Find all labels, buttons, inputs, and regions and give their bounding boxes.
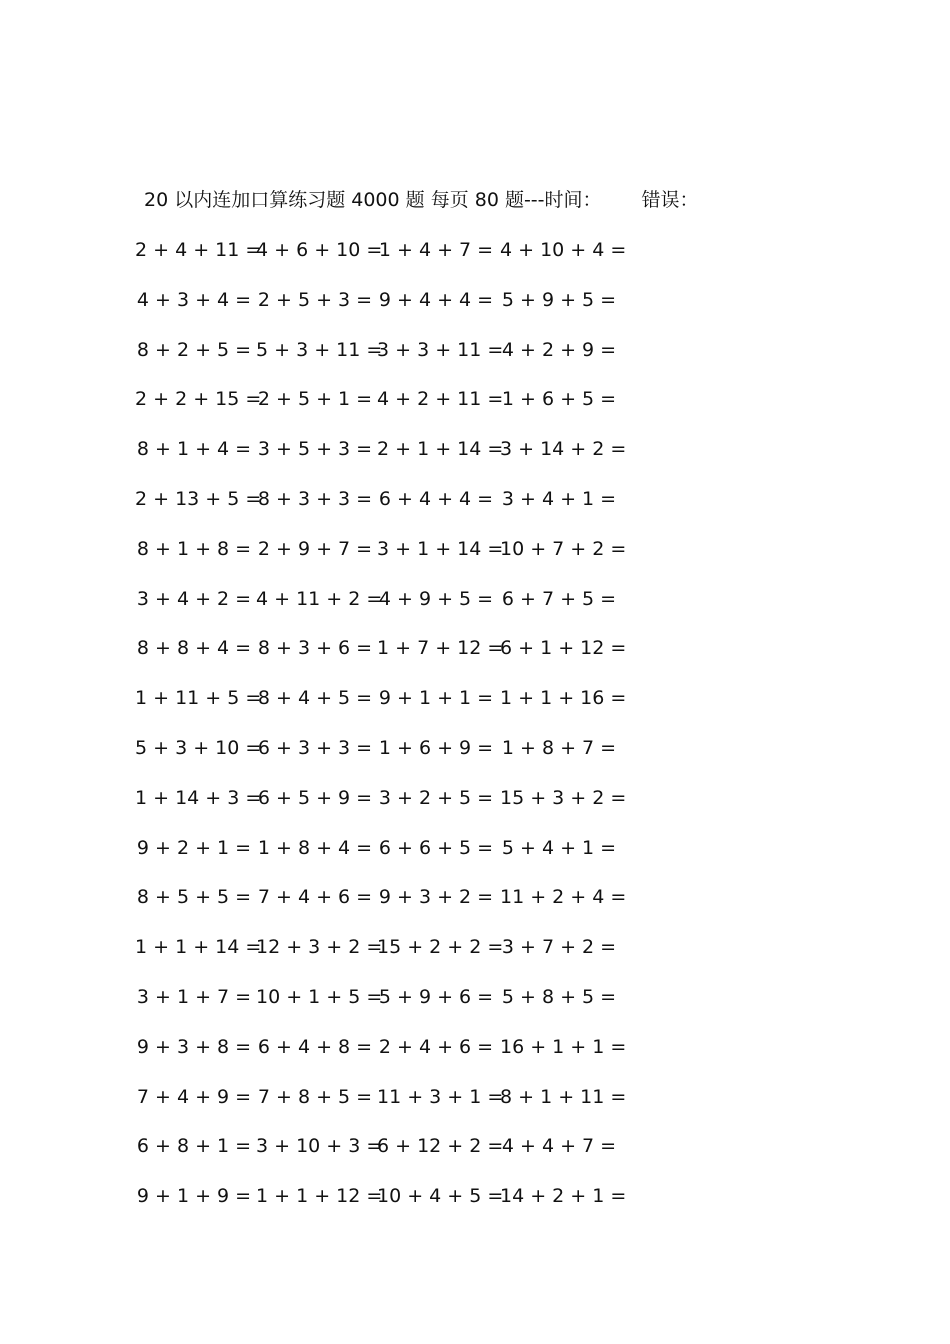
addition-problem: 3 + 1 + 14 = [377,537,504,560]
addition-problem: 1 + 1 + 14 = [135,936,262,959]
addition-problem: 4 + 6 + 10 = [256,239,383,261]
addition-problem: 8 + 1 + 4 = [136,438,252,461]
problem-row [0,435,950,485]
worksheet-title: 20 以内连加口算练习题 4000 题 每页 80 题---时间： [144,189,602,211]
addition-problem: 4 + 11 + 2 = [256,587,383,610]
addition-problem: 1 + 7 + 12 = [377,637,504,660]
addition-problem: 2 + 5 + 1 = [257,388,373,411]
problem-row [0,385,950,435]
errors-label: 错误： [641,189,699,211]
addition-problem: 1 + 11 + 5 = [135,687,262,710]
addition-problem: 10 + 7 + 2 = [500,537,627,560]
addition-problem: 14 + 2 + 1 = [500,1185,627,1208]
addition-problem: 9 + 1 + 9 = [136,1185,252,1208]
addition-problem: 1 + 6 + 9 = [378,736,494,759]
addition-problem: 8 + 1 + 11 = [500,1085,627,1108]
addition-problem: 1 + 1 + 12 = [256,1185,383,1208]
problem-row [0,535,950,585]
addition-problem: 1 + 8 + 7 = [501,736,617,759]
addition-problem: 3 + 1 + 7 = [136,985,252,1008]
problem-row [0,634,950,684]
addition-problem: 7 + 8 + 5 = [257,1085,373,1108]
addition-problem: 5 + 8 + 5 = [501,985,617,1008]
problem-row [0,933,950,983]
addition-problem: 1 + 1 + 16 = [500,687,627,710]
problem-row [0,883,950,933]
addition-problem: 6 + 1 + 12 = [500,637,627,660]
addition-problem: 6 + 4 + 8 = [257,1035,373,1058]
addition-problem: 3 + 5 + 3 = [257,438,373,461]
addition-problem: 3 + 4 + 1 = [501,487,617,510]
addition-problem: 10 + 4 + 5 = [377,1185,504,1208]
addition-problem: 10 + 1 + 5 = [256,985,383,1008]
addition-problem: 3 + 14 + 2 = [500,438,627,461]
addition-problem: 4 + 2 + 9 = [501,338,617,361]
worksheet-header [144,186,699,214]
addition-problem: 2 + 1 + 14 = [377,438,504,461]
problem-row [0,684,950,734]
addition-problem: 2 + 4 + 6 = [378,1035,494,1058]
addition-problem: 6 + 4 + 4 = [378,487,494,510]
addition-problem: 4 + 2 + 11 = [377,388,504,411]
addition-problem: 9 + 3 + 8 = [136,1035,252,1058]
problem-row [0,983,950,1033]
addition-problem: 5 + 9 + 5 = [501,288,617,311]
problem-row [0,236,950,286]
addition-problem: 2 + 9 + 7 = [257,537,373,560]
addition-problem: 3 + 10 + 3 = [256,1135,383,1158]
addition-problem: 9 + 4 + 4 = [378,288,494,311]
addition-problem: 6 + 5 + 9 = [257,786,373,809]
problem-row [0,485,950,535]
addition-problem: 8 + 3 + 6 = [257,637,373,660]
addition-problem: 6 + 12 + 2 = [377,1135,504,1158]
addition-problem: 6 + 7 + 5 = [501,587,617,610]
problem-row [0,585,950,635]
addition-problem: 7 + 4 + 9 = [136,1085,252,1108]
problem-row [0,1033,950,1083]
problem-row [0,336,950,386]
addition-problem: 1 + 8 + 4 = [257,836,373,859]
addition-problem: 5 + 4 + 1 = [501,836,617,859]
addition-problem: 5 + 3 + 11 = [256,338,383,361]
addition-problem: 4 + 10 + 4 = [500,239,627,261]
addition-problem: 11 + 3 + 1 = [377,1085,504,1108]
problem-row [0,834,950,884]
addition-problem: 2 + 2 + 15 = [135,388,262,411]
addition-problem: 5 + 3 + 10 = [135,736,262,759]
addition-problem: 16 + 1 + 1 = [500,1035,627,1058]
addition-problem: 8 + 2 + 5 = [136,338,252,361]
problem-row [0,1182,950,1232]
addition-problem: 8 + 1 + 8 = [136,537,252,560]
problem-row [0,734,950,784]
addition-problem: 8 + 4 + 5 = [257,687,373,710]
addition-problem: 9 + 3 + 2 = [378,886,494,909]
addition-problem: 6 + 3 + 3 = [257,736,373,759]
addition-problem: 1 + 14 + 3 = [135,786,262,809]
addition-problem: 3 + 4 + 2 = [136,587,252,610]
addition-problem: 8 + 8 + 4 = [136,637,252,660]
addition-problem: 7 + 4 + 6 = [257,886,373,909]
addition-problem: 12 + 3 + 2 = [256,936,383,959]
addition-problem: 8 + 5 + 5 = [136,886,252,909]
problem-row [0,286,950,336]
addition-problem: 3 + 7 + 2 = [501,936,617,959]
addition-problem: 11 + 2 + 4 = [500,886,627,909]
addition-problem: 1 + 6 + 5 = [501,388,617,411]
addition-problem: 4 + 9 + 5 = [378,587,494,610]
addition-problem: 6 + 6 + 5 = [378,836,494,859]
addition-problem: 1 + 4 + 7 = [378,239,494,261]
problem-grid [0,236,950,1232]
addition-problem: 4 + 4 + 7 = [501,1135,617,1158]
addition-problem: 2 + 13 + 5 = [135,487,262,510]
problem-row [0,784,950,834]
addition-problem: 15 + 2 + 2 = [377,936,504,959]
addition-problem: 3 + 3 + 11 = [377,338,504,361]
addition-problem: 2 + 5 + 3 = [257,288,373,311]
addition-problem: 6 + 8 + 1 = [136,1135,252,1158]
addition-problem: 9 + 1 + 1 = [378,687,494,710]
addition-problem: 3 + 2 + 5 = [378,786,494,809]
addition-problem: 15 + 3 + 2 = [500,786,627,809]
addition-problem: 4 + 3 + 4 = [136,288,252,311]
problem-row [0,1083,950,1133]
addition-problem: 8 + 3 + 3 = [257,487,373,510]
problem-row [0,1132,950,1182]
addition-problem: 9 + 2 + 1 = [136,836,252,859]
addition-problem: 2 + 4 + 11 = [135,239,262,261]
addition-problem: 5 + 9 + 6 = [378,985,494,1008]
